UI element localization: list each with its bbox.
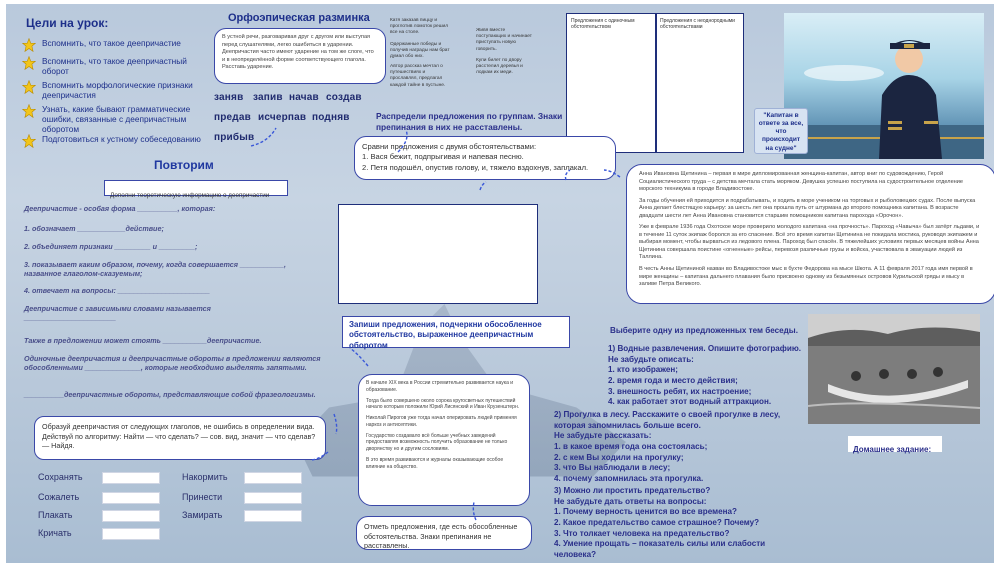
bio-paragraph: Уже в феврале 1936 года Охотское море проверило молодого капитана «на прочность». Пароход «Чавыча» был затёрт льдами, и в течение 11 суток экипаж боролся за его спасение. Всё это время капитан Щетинина не покидала мостика, руководя экипажем и выбирая момент, чтобы вырваться из ледового плена. Пароход был спасён. В тяжелейших условиях первых месяцев войны Анна Щетинина совершала поистине «огненные» рейсы, перевозя различные грузы и войска, участвовала в эвакуации людей из Таллина.	[639, 224, 980, 261]
verb-answer-field[interactable]	[244, 510, 302, 522]
theory-line-9[interactable]: __________деепричастные обороты, представляющие собой фразеологизмы.	[24, 390, 316, 399]
errors-card[interactable]	[34, 416, 326, 460]
topic-3[interactable]	[554, 486, 794, 561]
errors-text: Образуй деепричастия от следующих глаголов, не ошибись в определении вида. Действуй по алгоритму: Найти — что сделать? — сов. вид, значит — что сделав? — Найдя.	[42, 422, 316, 451]
history-sentence: В это время развиваются и журналы оказывающие особое влияние на общество.	[366, 456, 504, 470]
goal-text: Вспомнить, что такое деепричастие	[42, 38, 181, 48]
mark-card[interactable]	[356, 516, 532, 550]
history-sentence: Тогда было совершено около сорока кругосветных путешествий начало которым положили Юрий Лисянский и Иван Крузенштерн.	[366, 397, 520, 411]
topic-2-line: 1. в какое время года она состоялась;	[554, 442, 708, 452]
banana-boat-illustration	[808, 314, 980, 424]
interactive-whiteboard	[6, 4, 994, 563]
star-icon	[22, 56, 36, 70]
word-nachav[interactable]: начав	[289, 92, 319, 103]
topic-1-line: 1. кто изображен;	[608, 365, 679, 375]
goal-item	[22, 80, 202, 100]
compare-sentence-1: 1. Вася бежит, подпрыгивая и напевая песню.	[362, 152, 524, 162]
mark-text: Отметь предложения, где есть обособленные обстоятельства. Знаки препинания не расставлены.	[364, 522, 518, 551]
verb-label: Сожалеть	[38, 492, 80, 502]
goal-text: Вспомнить, что такое деепричастный оборот	[42, 56, 187, 76]
topic-2-line: 3. что Вы наблюдали в лесу;	[554, 463, 671, 473]
star-icon	[22, 38, 36, 52]
sorting-table[interactable]	[566, 13, 744, 153]
answer-area[interactable]	[338, 204, 538, 304]
captain-quote-text: "Капитан в ответе за все, что происходит на судне"	[758, 112, 804, 152]
orthoepy-title: Орфоэпическая разминка	[228, 12, 370, 24]
theory-line-3[interactable]: 2. объединяет признаки _________ и _________;	[24, 242, 198, 251]
bio-paragraph: В честь Анны Щетининой назван во Владивостоке мыс в бухте Федорова на мысе Шкота. А 11 февраля 2017 года имя первой в мире женщины – капитана дальнего плавания было присвоено одному из безымянных островов Курильской гряды и мысу в заливе Петра Великого.	[639, 266, 973, 288]
topic-2-line: 2. с кем Вы ходили на прогулку;	[554, 452, 684, 462]
topic-3-line: 1. Почему верность ценится во все времена?	[554, 507, 737, 517]
table-col2-header: Предложения с неоднородными обстоятельствами	[660, 18, 735, 30]
distribute-title: Распредели предложения по группам. Знаки препинания в них не расставлены.	[376, 111, 563, 132]
verb-answer-field[interactable]	[102, 472, 160, 484]
verb-label: Принести	[182, 492, 223, 502]
verb-answer-field[interactable]	[102, 510, 160, 522]
word-predav[interactable]: предав	[214, 112, 251, 123]
history-card[interactable]	[358, 374, 530, 506]
captain-photo	[784, 13, 984, 159]
star-icon	[22, 134, 36, 148]
theory-line-6[interactable]: Деепричастие с зависимыми словами называется _______________________	[24, 304, 211, 322]
topic-1-line: 3. внешность ребят, их настроение;	[608, 386, 752, 396]
goal-text: Подготовиться к устному собеседованию	[42, 134, 201, 144]
theory-line-7[interactable]: Также в предложении может стоять ___________деепричастие.	[24, 336, 262, 345]
word-zapiv[interactable]: запив	[253, 92, 283, 103]
topics-title: Выберите одну из предложенных тем беседы.	[610, 326, 798, 335]
note-1[interactable]: Катя заказав пиццу и проглотив ломоток решил все на столе.	[390, 18, 449, 36]
goal-item	[22, 38, 202, 52]
table-divider	[655, 14, 657, 152]
word-podnyav[interactable]: подняв	[312, 112, 350, 123]
note-5[interactable]: Купи билет по двору расстелил деревья и лодкам их меди.	[476, 58, 523, 76]
captain-illustration	[784, 13, 984, 159]
verb-label: Сохранять	[38, 472, 83, 482]
verb-label: Плакать	[38, 510, 73, 520]
verb-answer-field[interactable]	[102, 528, 160, 540]
bio-paragraph: Анна Ивановна Щетинина – первая в мире дипломированная женщина-капитан, автор книг по судовождению, Герой Социалистического труда – с детства мечтала стать моряком. Девушка успешно поступила на судостроительное отделение морского техникума в городе Владивостоке.	[639, 171, 964, 193]
history-sentence: Государство создавало всё больше учебных заведений предоставляя возможность получить образование не только дворянству но и другим сословиям.	[366, 432, 508, 452]
topic-3-line: 4. Умение прощать – показатель силы или слабости человека?	[554, 539, 766, 560]
verb-answer-field[interactable]	[102, 492, 160, 504]
table-col1-header: Предложения с одиночным обстоятельством	[571, 18, 635, 30]
word-sozdav[interactable]: создав	[326, 92, 362, 103]
topic-1[interactable]	[608, 344, 808, 408]
verb-answer-field[interactable]	[244, 472, 302, 484]
homework-label-box	[848, 436, 942, 452]
word-ischerpav[interactable]: исчерпав	[258, 112, 307, 123]
note-2[interactable]: Одержанные победы и получив награды нам брат думал обо них.	[390, 42, 450, 60]
theory-line-5[interactable]: 4. отвечает на вопросы: _______________________	[24, 286, 210, 295]
biography-card	[626, 164, 994, 304]
compare-sentence-2: 2. Петя подошёл, опустив голову, и, тяжело вздохнув, заплакал.	[362, 162, 589, 172]
goal-text: Вспомнить морфологические признаки деепричастия	[42, 80, 193, 100]
topic-3-line: 3. Что толкает человека на предательство?	[554, 528, 730, 538]
bio-paragraph: За годы обучения ей приходится и подрабатывать, и ходить в море учеником на торговых и рыболовецких судах. После выпуска Анна делает блестящую карьеру: за шесть лет она прошла путь от штурмана до второго помощника капитана. В возрасте двадцати шести лет Анна Ивановна становится старшим помощником капитана парохода «Орочон».	[639, 197, 976, 219]
goal-item	[22, 104, 202, 134]
verb-label: Накормить	[182, 472, 228, 482]
homework-label: Домашнее задание:	[853, 445, 932, 454]
repeat-subtitle: Дополни теоретическую информацию о деепричастии	[110, 192, 270, 199]
water-ride-photo	[808, 314, 980, 424]
verb-answer-field[interactable]	[244, 492, 302, 504]
repeat-subtitle-box	[104, 180, 288, 199]
topic-3-line: Не забудьте дать ответы на вопросы:	[554, 496, 707, 506]
note-3[interactable]: Автор рассказ мечтал о путешествиях и прославлял, предлагал каждой тайне в пустыне.	[390, 64, 446, 88]
theory-line-1[interactable]: Деепричастие - особая форма __________, которая:	[24, 204, 216, 213]
write-task-title: Запиши предложения, подчеркни обособленное обстоятельство, выраженное деепричастным оборотом	[349, 320, 542, 350]
word-zanyav[interactable]: заняв	[214, 92, 244, 103]
topic-2-line: Не забудьте рассказать:	[554, 431, 652, 441]
theory-line-8[interactable]: Одиночные деепричастия и деепричастные обороты в предложении являются обособленными ______________, которые необходимо выделять запятыми.	[24, 354, 321, 372]
theory-line-2[interactable]: 1. обозначает ____________действие;	[24, 224, 164, 233]
topic-1-line: 1) Водные развлечения. Опишите фотографию.	[608, 344, 802, 353]
goal-text: Узнать, какие бывают грамматические ошибки, связанные с деепричастным оборотом	[42, 104, 191, 134]
write-task-box	[342, 316, 570, 348]
topic-1-line: 4. как работает этот водный аттракцион.	[608, 397, 772, 407]
topic-3-line: 3) Можно ли простить предательство?	[554, 486, 711, 495]
orthoepy-note[interactable]	[214, 28, 386, 84]
star-icon	[22, 80, 36, 94]
goals-title: Цели на урок:	[26, 16, 109, 30]
compare-title: Сравни предложения с двумя обстоятельствами:	[362, 142, 537, 151]
topic-3-line: 2. Какое предательство самое страшное? Почему?	[554, 518, 760, 528]
goal-item	[22, 134, 222, 148]
history-sentence: В начале XIX века в России стремительно развивается наука и образование.	[366, 380, 514, 393]
note-4[interactable]: Живя вместе поступающих и начинает приступать новую говорить.	[476, 28, 532, 52]
topic-2-line: 4. почему запомнилась эта прогулка.	[554, 474, 704, 484]
goal-item	[22, 56, 192, 76]
verb-label: Замирать	[182, 510, 223, 520]
topic-2[interactable]	[554, 410, 794, 485]
orthoepy-note-text: В устной речи, разговаривая друг с другом или выступая перед слушателями, легко ошибиться в ударении. Деепричастия часто имеют ударение на том же слоге, что и в неопределённой форме соответствующего глагола. Расставь ударение.	[222, 34, 374, 71]
star-icon	[22, 104, 36, 118]
history-sentence: Николай Пирогов уже тогда начал оперировать людей применяя наркоз и антисептики.	[366, 415, 517, 428]
repeat-title: Повторим	[154, 158, 214, 172]
verb-label: Кричать	[38, 528, 72, 538]
topic-2-line: 2) Прогулка в лесу. Расскажите о своей прогулке в лесу, которая запомнилась больше всего.	[554, 410, 781, 430]
topic-1-line: Не забудьте описать:	[608, 354, 694, 364]
theory-line-4[interactable]: 3. показывает каким образом, почему, когда совершается ___________, названное глаголом-сказуемым;	[24, 260, 287, 278]
captain-quote	[754, 108, 808, 154]
word-pribyv[interactable]: прибыв	[214, 132, 255, 143]
compare-card[interactable]	[354, 136, 616, 180]
topic-1-line: 2. время года и место действия;	[608, 376, 738, 386]
